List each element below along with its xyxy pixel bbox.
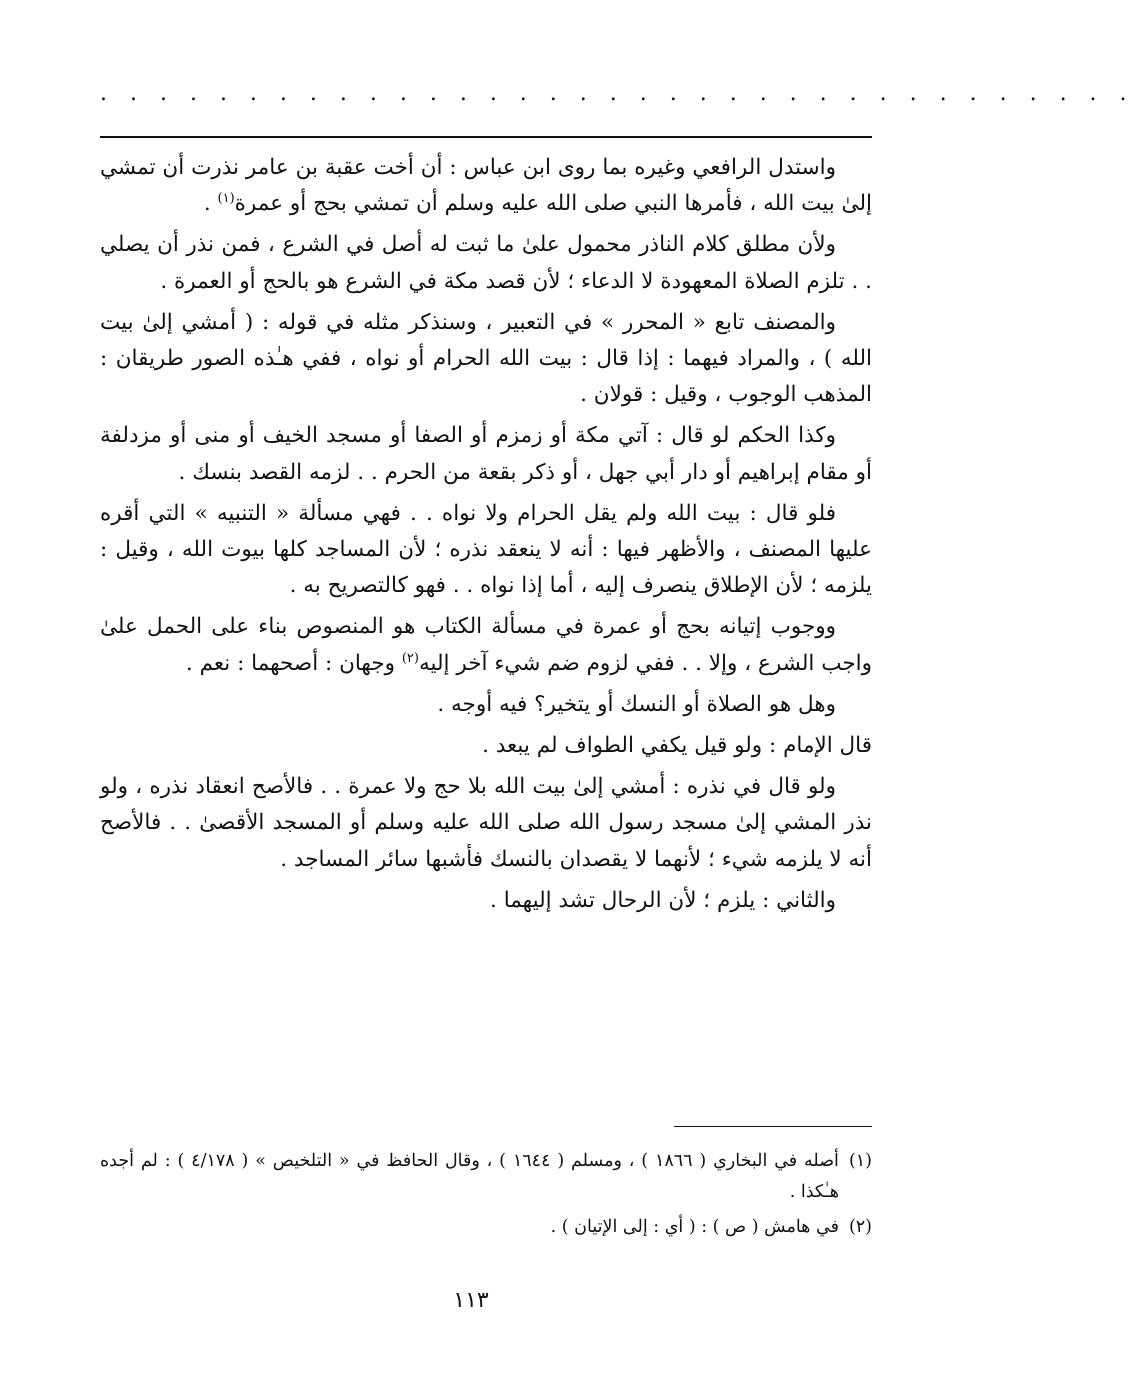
paragraph-1: واستدل الرافعي وغيره بما روى ابن عباس : أن أخت عقبة بن عامر نذرت أن تمشي إلىٰ بيت الله ، فأمرها النبي صلى الله عليه وسلم أن تمشي بحج أو عمرة$^{(١)}$ . <box>100 155 872 217</box>
footnote-separator <box>674 1126 872 1127</box>
footnote-text: في هامش ( ص ) : ( أي : إلى الإتيان ) . <box>550 1217 839 1237</box>
paragraph-5: فلو قال : بيت الله ولم يقل الحرام ولا نواه . . فهي مسألة « التنبيه » التي أقره عليها المصنف ، والأظهر فيها : أنه لا ينعقد نذره ؛ لأن المساجد كلها بيوت الله ، وقيل : يلزمه ؛ لأن الإطلاق ينصرف إليه ، أما إذا نواه . . فهو كالتصريح به . <box>100 500 872 599</box>
footnote-2 <box>100 1212 872 1243</box>
paragraph-2: ولأن مطلق كلام الناذر محمول علىٰ ما ثبت له أصل في الشرع ، فمن نذر أن يصلي . . تلزم الصلاة المعهودة لا الدعاء ؛ لأن قصد مكة في الشرع هو بالحج أو العمرة . <box>100 232 872 294</box>
paragraph-10: والثاني : يلزم ؛ لأن الرحال تشد إليهما . <box>490 887 836 913</box>
paragraph-7: وهل هو الصلاة أو النسك أو يتخير؟ فيه أوجه . <box>437 691 836 717</box>
header-dot-leader: . . . . . . . . . . . . . . . . . . . . . . . . . . . . . . . . . . . <box>100 81 1135 106</box>
footnote-text: أصله في البخاري ( ١٨٦٦ ) ، ومسلم ( ١٦٤٤ ) ، وقال الحافظ في « التلخيص » ( ٤/١٧٨ ) : لم أجده هـٰكذا . <box>100 1151 839 1202</box>
header-rule <box>100 136 872 138</box>
footnote-1 <box>100 1146 872 1208</box>
footnote-marker-1[interactable]: (١) <box>217 191 235 207</box>
paragraph-4: وكذا الحكم لو قال : آتي مكة أو زمزم أو الصفا أو مسجد الخيف أو منى أو مزدلفة أو مقام إبراهيم أو دار أبي جهل ، أو ذكر بقعة من الحرم . . لزمه القصد بنسك . <box>100 423 872 485</box>
main-text <box>100 150 872 924</box>
footnotes <box>100 1146 872 1247</box>
page-number: ١١٣ <box>453 1288 489 1313</box>
paragraph-9: ولو قال في نذره : أمشي إلىٰ بيت الله بلا حج ولا عمرة . . فالأصح انعقاد نذره ، ولو نذر المشي إلىٰ مسجد رسول الله صلى الله عليه وسلم أو المسجد الأقصىٰ . . فالأصح أنه لا يلزمه شيء ؛ لأنهما لا يقصدان بالنسك فأشبها سائر المساجد . <box>100 774 872 872</box>
paragraph-6: ووجوب إتيانه بحج أو عمرة في مسألة الكتاب هو المنصوص بناء على الحمل علىٰ واجب الشرع ، وإلا . . ففي لزوم ضم شيء آخر إليه$^{(٢)}$ وجهان : أصحهما : نعم . <box>100 614 872 676</box>
footnote-number: (٢) <box>848 1217 872 1237</box>
paragraph-3: والمصنف تابع « المحرر » في التعبير ، وسنذكر مثله في قوله : ( أمشي إلىٰ بيت الله ) ، والمراد فيهما : إذا قال : بيت الله الحرام أو نواه ، ففي هـٰذه الصور طريقان : المذهب الوجوب ، وقيل : قولان . <box>100 309 872 408</box>
footnote-number: (١) <box>848 1151 872 1171</box>
footnote-marker-2[interactable]: (٢) <box>401 650 419 666</box>
paragraph-8: قال الإمام : ولو قيل يكفي الطواف لم يبعد . <box>482 733 872 759</box>
